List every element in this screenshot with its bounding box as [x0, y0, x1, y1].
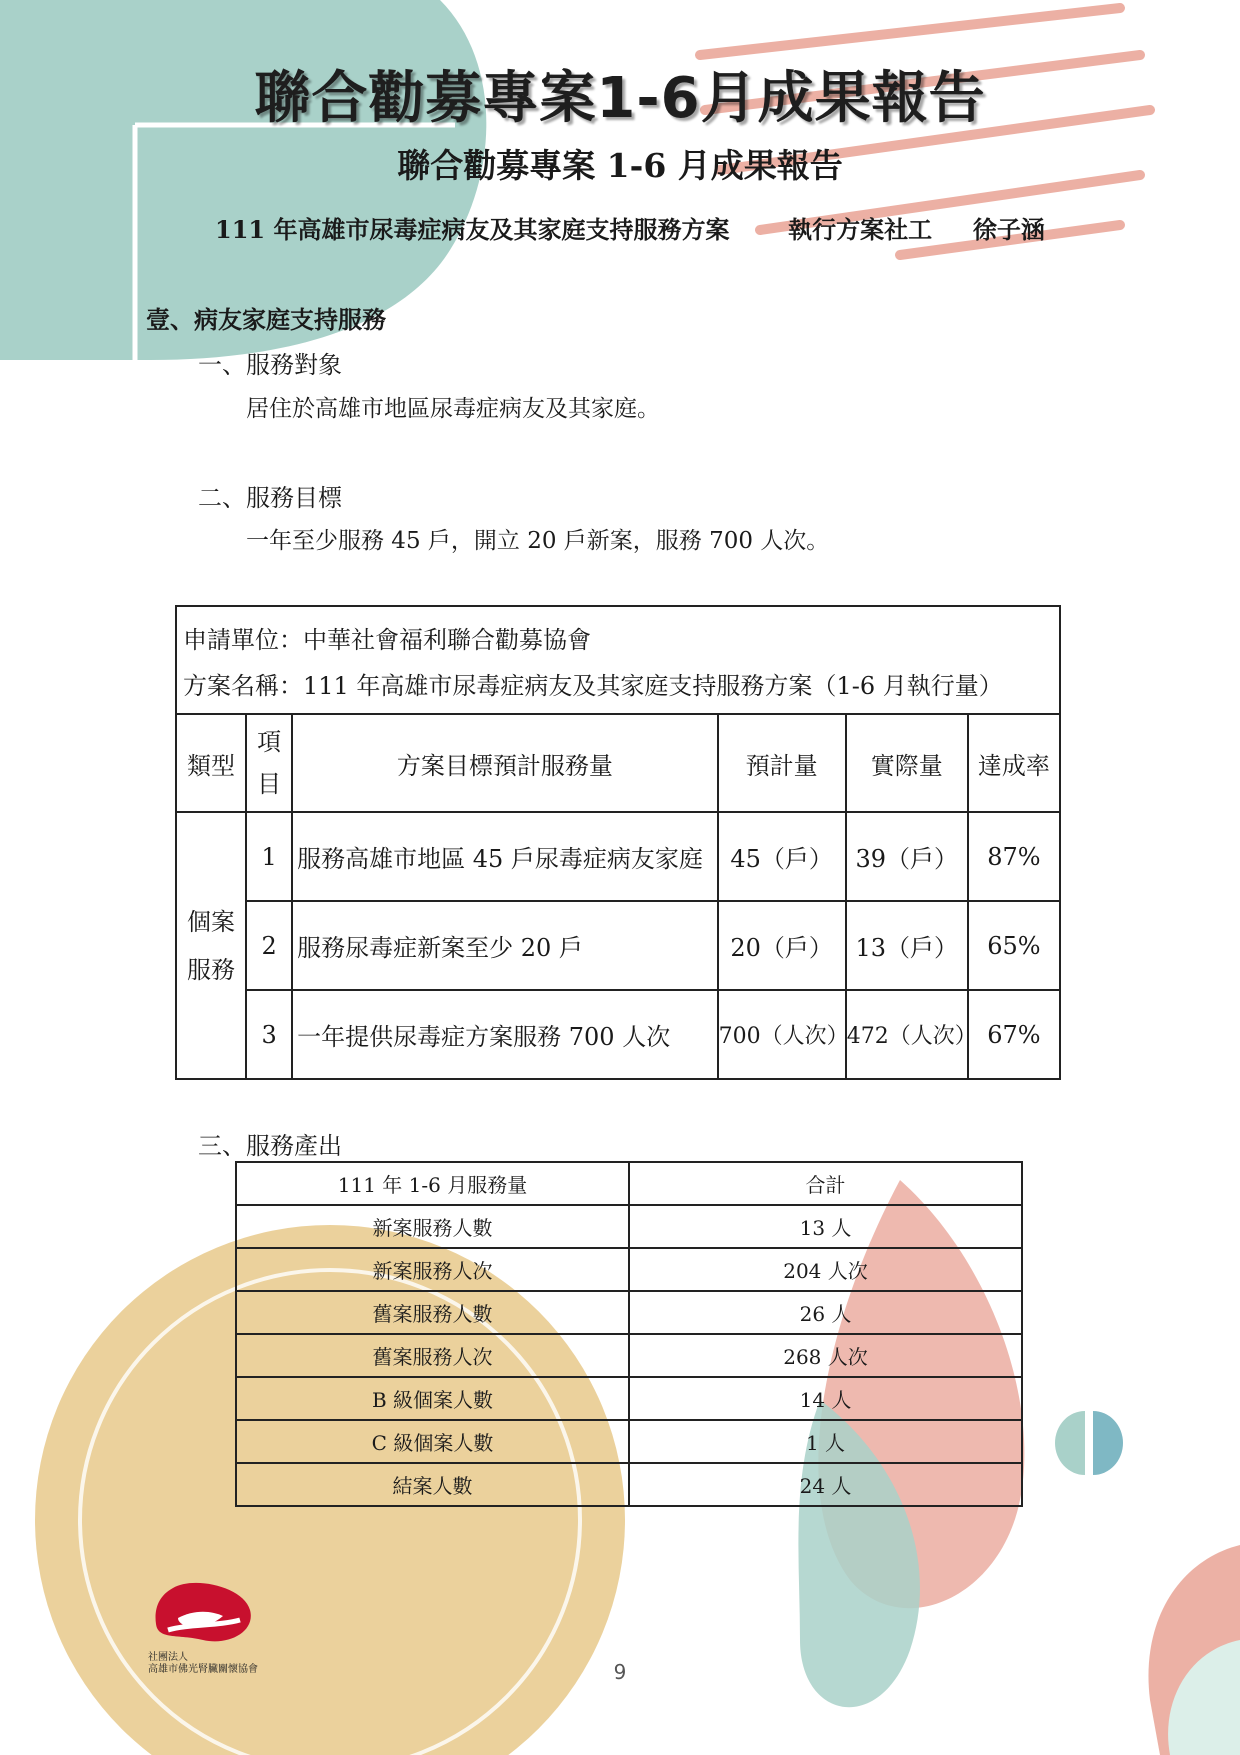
row-goal: 服務高雄市地區 45 戶尿毒症病友家庭	[292, 812, 717, 901]
column-headers	[176, 714, 1060, 812]
output-header-total: 合計	[629, 1162, 1022, 1205]
type-bottom: 服務	[187, 955, 236, 984]
goals-heading: 二、服務目標	[198, 484, 342, 512]
output-label: 新案服務人數	[236, 1205, 629, 1248]
output-label: 新案服務人次	[236, 1248, 629, 1291]
output-value: 26 人	[629, 1291, 1022, 1334]
output-header-item: 111 年 1-6 月服務量	[236, 1162, 629, 1205]
table-row	[236, 1291, 1022, 1334]
table-row	[236, 1334, 1022, 1377]
header-item	[246, 714, 292, 812]
output-value: 1 人	[629, 1420, 1022, 1463]
type-cell	[176, 812, 246, 1079]
type-top: 個案	[187, 907, 236, 936]
table-row	[236, 1420, 1022, 1463]
row-no: 2	[246, 901, 292, 990]
row-no: 1	[246, 812, 292, 901]
header-type: 類型	[176, 714, 246, 812]
output-label: C 級個案人數	[236, 1420, 629, 1463]
header-item-top: 項	[257, 728, 282, 756]
table-row	[236, 1205, 1022, 1248]
logo-line-1: 社團法人	[148, 1652, 188, 1663]
row-rate: 87%	[968, 812, 1060, 901]
logo-mark-icon	[148, 1580, 258, 1648]
split-circle	[1055, 1411, 1123, 1475]
page-title: 聯合勸募專案1-6月成果報告	[254, 66, 986, 131]
targets-heading: 一、服務對象	[198, 351, 342, 379]
logo-line-2: 高雄市佛光腎臟關懷協會	[148, 1664, 258, 1675]
role-label: 執行方案社工	[788, 215, 933, 244]
goals-text: 一年至少服務 45 戶，開立 20 戶新案，服務 700 人次。	[246, 528, 830, 554]
output-value: 13 人	[629, 1205, 1022, 1248]
page-number: 9	[613, 1660, 627, 1684]
row-rate: 67%	[968, 990, 1060, 1079]
table-row	[236, 1377, 1022, 1420]
table-row	[236, 1248, 1022, 1291]
output-value: 268 人次	[629, 1334, 1022, 1377]
section-heading: 壹、病友家庭支持服務	[146, 305, 386, 334]
output-label: 舊案服務人次	[236, 1334, 629, 1377]
row-actual: 472（人次）	[846, 990, 968, 1079]
output-label: B 級個案人數	[236, 1377, 629, 1420]
output-table-header	[236, 1162, 1022, 1205]
targets-text: 居住於高雄市地區尿毒症病友及其家庭。	[246, 396, 660, 422]
output-value: 24 人	[629, 1463, 1022, 1506]
applicant: 申請單位：中華社會福利聯合勸募協會	[183, 626, 591, 654]
row-goal: 服務尿毒症新案至少 20 戶	[292, 901, 717, 990]
plan-table-header	[176, 606, 1060, 714]
row-planned: 700（人次）	[718, 990, 846, 1079]
output-label: 舊案服務人數	[236, 1291, 629, 1334]
output-table	[235, 1161, 1023, 1507]
header-rate: 達成率	[968, 714, 1060, 812]
row-goal: 一年提供尿毒症方案服務 700 人次	[292, 990, 717, 1079]
row-actual: 13（戶）	[846, 901, 968, 990]
table-row	[176, 990, 1060, 1079]
table-row	[236, 1463, 1022, 1506]
plan-table	[175, 605, 1061, 1080]
row-planned: 20（戶）	[718, 901, 846, 990]
header-item-bottom: 目	[257, 770, 282, 798]
output-value: 14 人	[629, 1377, 1022, 1420]
header-planned: 預計量	[718, 714, 846, 812]
header-target: 方案目標預計服務量	[292, 714, 717, 812]
table-row	[176, 901, 1060, 990]
worker-name: 徐子涵	[972, 215, 1045, 244]
table-row	[176, 812, 1060, 901]
row-actual: 39（戶）	[846, 812, 968, 901]
output-value: 204 人次	[629, 1248, 1022, 1291]
header-actual: 實際量	[846, 714, 968, 812]
row-rate: 65%	[968, 901, 1060, 990]
report-subtitle: 聯合勸募專案 1-6 月成果報告	[397, 146, 843, 185]
output-heading: 三、服務產出	[198, 1132, 342, 1160]
output-label: 結案人數	[236, 1463, 629, 1506]
plan-name-row: 方案名稱：111 年高雄市尿毒症病友及其家庭支持服務方案（1-6 月執行量）	[183, 672, 1003, 700]
row-no: 3	[246, 990, 292, 1079]
plan-name: 111 年高雄市尿毒症病友及其家庭支持服務方案	[215, 215, 730, 244]
plan-info-line	[215, 210, 1045, 245]
row-planned: 45（戶）	[718, 812, 846, 901]
